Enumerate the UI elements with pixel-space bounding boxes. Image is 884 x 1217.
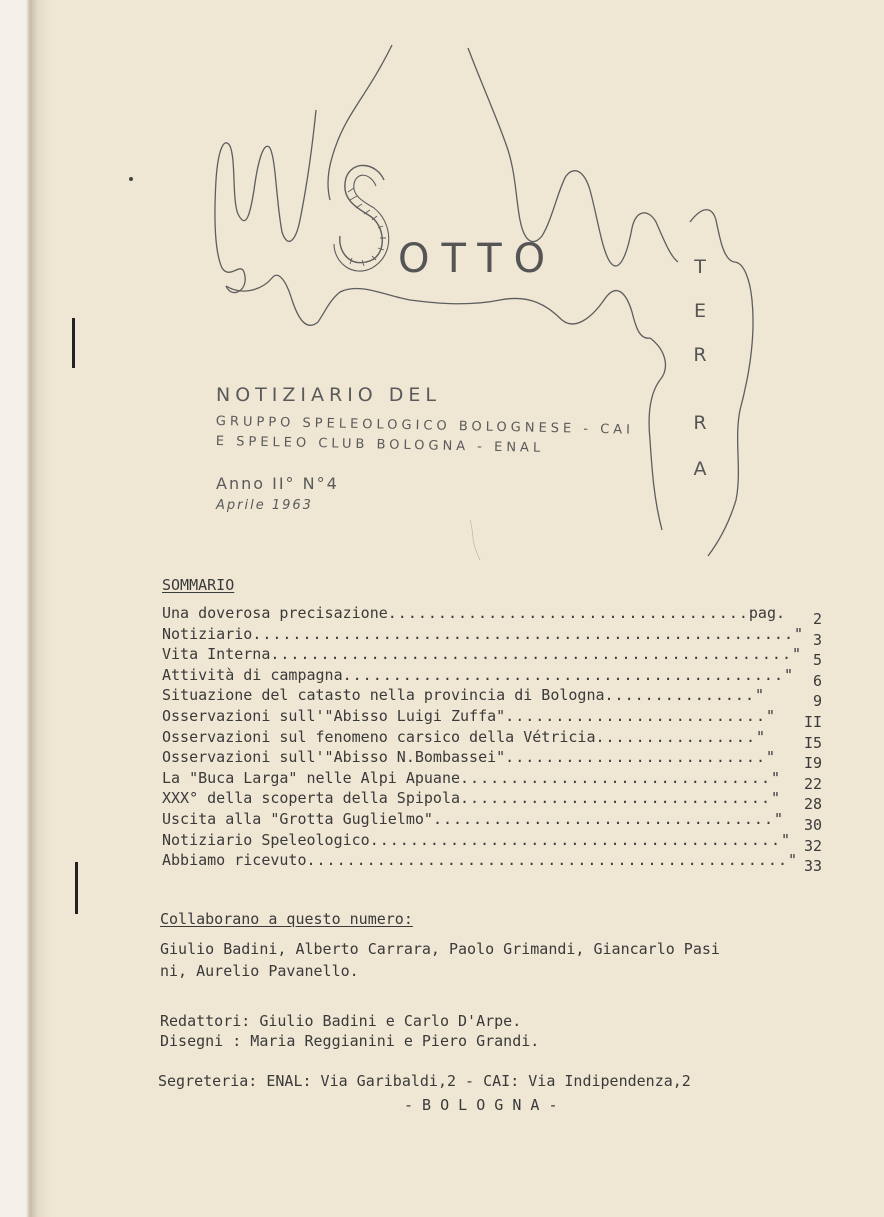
- leader-dots: ...............................: [460, 789, 771, 808]
- toc-page-marker: ": [791, 645, 802, 664]
- group-name-line: GRUPPO SPELEOLOGICO BOLOGNESE - CAI: [215, 414, 635, 438]
- toc-entry-title: [162, 851, 797, 869]
- editors-line: Redattori: Giulio Badini e Carlo D'Arpe.: [160, 1012, 522, 1030]
- toc-row: [162, 727, 822, 752]
- leader-dots: .........................................: [369, 830, 781, 849]
- toc-row: [162, 604, 822, 628]
- toc-row: [162, 830, 822, 855]
- secretariat-line: Segreteria: ENAL: Via Garibaldi,2 - CAI: Via Indipendenza,2: [158, 1072, 691, 1090]
- toc-page-number: 9: [812, 692, 822, 711]
- toc-title: Situazione del catasto nella provincia di Bologna: [162, 686, 605, 705]
- leader-dots: ....................................................: [270, 645, 792, 664]
- issue-number: Anno II° N°4: [216, 474, 339, 493]
- toc-entry-title: [162, 645, 801, 663]
- toc-title: Notiziario Speleologico: [162, 830, 370, 849]
- toc-page-marker: ": [793, 624, 804, 643]
- toc-page-number: 32: [803, 836, 822, 855]
- toc-row: [162, 707, 822, 731]
- toc-page-marker: pag.: [748, 604, 786, 622]
- toc-page-marker: ": [765, 748, 776, 767]
- toc-row: [162, 624, 822, 649]
- toc-page-marker: ": [780, 830, 791, 849]
- toc-heading: SOMMARIO: [162, 576, 235, 594]
- toc-row: [162, 665, 822, 690]
- contributors-line: ni, Aurelio Pavanello.: [160, 962, 359, 980]
- drawings-line: Disegni : Maria Reggianini e Piero Grandi.: [160, 1032, 540, 1050]
- toc-title: Vita Interna: [162, 645, 271, 664]
- toc-page-marker: ": [765, 707, 776, 725]
- toc-entry-title: [162, 789, 780, 807]
- toc-page-marker: ": [773, 810, 784, 828]
- toc-entry-title: [162, 831, 790, 849]
- masthead-title: OTTO: [398, 236, 558, 282]
- toc-row: [162, 645, 822, 670]
- toc-page-number: I5: [803, 733, 822, 752]
- toc-entry-title: [162, 666, 793, 684]
- issue-date: Aprile 1963: [216, 498, 313, 513]
- toc-page-marker: ": [783, 665, 794, 684]
- toc-title: La "Buca Larga" nelle Alpi Apuane: [162, 768, 461, 787]
- toc-title: Una doverosa precisazione: [162, 604, 388, 622]
- leader-dots: ......................................................: [252, 624, 794, 643]
- toc-title: Osservazioni sul fenomeno carsico della Vétricia: [162, 727, 596, 746]
- toc-entry-title: [162, 625, 803, 643]
- toc-entry-title: [162, 707, 775, 725]
- toc-page-marker: ": [755, 727, 766, 746]
- toc-entry-title: [162, 810, 783, 828]
- toc-row: [162, 686, 822, 711]
- masthead-letter: R: [693, 412, 707, 434]
- toc-title: Abbiamo ricevuto: [162, 851, 307, 870]
- leader-dots: ................: [595, 727, 756, 746]
- toc-page-marker: ": [754, 686, 765, 705]
- toc-entry-title: [162, 686, 764, 704]
- toc-row: [162, 789, 822, 814]
- cave-logo-drawing: [0, 0, 884, 600]
- toc-page-number: 30: [803, 816, 822, 834]
- leader-dots: ............................................: [342, 665, 784, 684]
- contributors-line: Giulio Badini, Alberto Carrara, Paolo Grimandi, Giancarlo Pasi: [160, 940, 720, 958]
- toc-page-number: II: [803, 713, 822, 731]
- toc-page-number: 3: [812, 630, 822, 649]
- toc-page-marker: ": [770, 789, 781, 808]
- leader-dots: ..................................: [432, 810, 774, 828]
- masthead-letter: T: [694, 256, 706, 278]
- contributors-heading: Collaborano a questo numero:: [160, 910, 413, 928]
- toc-page-number: 6: [812, 671, 822, 690]
- toc-entry-title: [162, 604, 785, 622]
- toc-entry-title: [162, 769, 780, 787]
- club-name-line: E SPELEO CLUB BOLOGNA - ENAL: [215, 434, 545, 456]
- toc-page-marker: ": [770, 768, 781, 787]
- toc-row: [162, 810, 822, 834]
- leader-dots: ...............................: [460, 768, 771, 787]
- leader-dots: ....................................: [387, 604, 749, 622]
- masthead-letter: A: [693, 458, 707, 480]
- toc-title: Uscita alla "Grotta Guglielmo": [162, 810, 433, 828]
- toc-row: [162, 748, 822, 773]
- toc-page-number: 2: [812, 610, 822, 628]
- toc-page-number: 28: [803, 795, 822, 814]
- leader-dots: ..........................: [505, 707, 766, 725]
- masthead-letter: E: [693, 300, 706, 322]
- toc-title: Attività di campagna: [162, 665, 343, 684]
- leader-dots: ...............: [604, 686, 755, 705]
- toc-entry-title: [162, 748, 775, 766]
- toc-row: [162, 768, 822, 793]
- toc-title: XXX° della scoperta della Spipola: [162, 789, 461, 808]
- toc-page-number: I9: [803, 754, 822, 773]
- toc-entry-title: [162, 728, 765, 746]
- leader-dots: ................................................: [306, 851, 788, 870]
- toc-title: Notiziario: [162, 624, 253, 643]
- toc-page-number: 5: [812, 651, 822, 670]
- toc-page-number: 33: [803, 857, 822, 876]
- city-line: - B O L O G N A -: [404, 1096, 558, 1114]
- newsletter-label: NOTIZIARIO DEL: [216, 384, 442, 406]
- toc-page-marker: ": [787, 851, 798, 870]
- toc-title: Osservazioni sull'"Abisso Luigi Zuffa": [162, 707, 506, 725]
- leader-dots: ..........................: [505, 748, 766, 767]
- toc-row: [162, 851, 822, 876]
- toc-page-number: 22: [803, 774, 822, 793]
- toc-title: Osservazioni sull'"Abisso N.Bombassei": [162, 748, 506, 767]
- masthead-letter: R: [693, 344, 707, 366]
- staple-bottom: [75, 862, 78, 914]
